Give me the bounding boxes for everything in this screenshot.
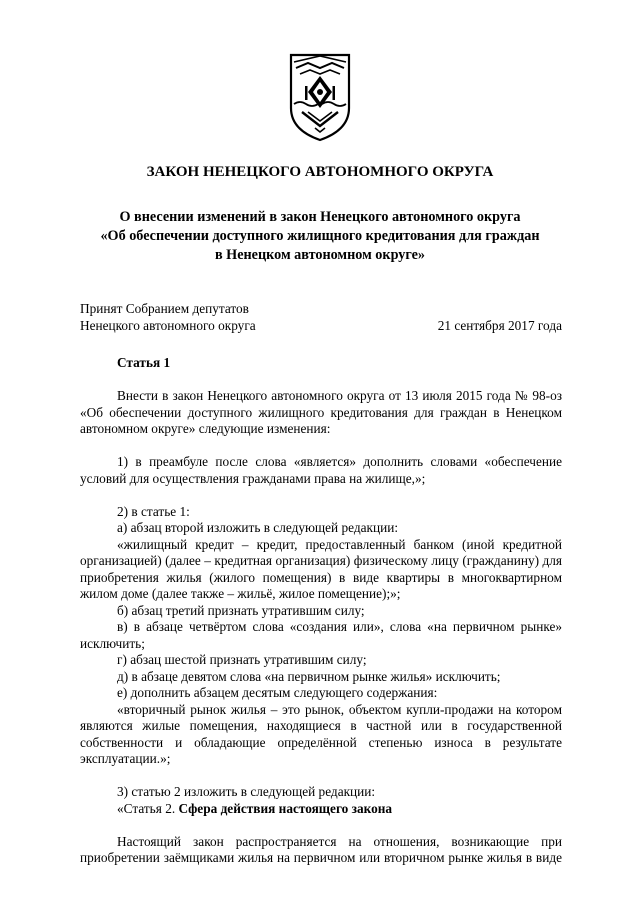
law-subtitle <box>60 208 580 265</box>
subtitle-line: «Об обеспечении доступного жилищного кредитования для граждан <box>100 228 540 244</box>
subtitle-line: в Ненецком автономном округе» <box>214 247 426 263</box>
amendment-item-2b: б) абзац третий признать утратившим силу; <box>117 602 365 618</box>
article-2-text: Настоящий закон распространяется на отношения, возникающие при приобретении заёмщиками жилья на первичном или вторичном рынке жилья в виде <box>80 833 562 865</box>
article-2-prefix: «Статья 2. <box>117 800 176 816</box>
article-1-heading: Статья 1 <box>117 355 171 370</box>
law-title: ЗАКОН НЕНЕЦКОГО АВТОНОМНОГО ОКРУГА <box>146 164 494 180</box>
amendment-item-3: 3) статью 2 изложить в следующей редакции: <box>117 784 376 799</box>
coat-of-arms-emblem <box>288 52 352 142</box>
adopted-by-line1: Принят Собранием депутатов <box>80 301 249 316</box>
amendment-item-2a: а) абзац второй изложить в следующей редакции: <box>117 520 399 535</box>
amendment-item-2f: е) дополнить абзацем десятым следующего содержания: <box>117 685 438 700</box>
adopted-by-line2: Ненецкого автономного округа <box>80 317 256 333</box>
amendment-item-2: 2) в статье 1: <box>117 503 190 519</box>
article-1-body <box>80 355 562 867</box>
amendment-item-2c: в) в абзаце четвёртом слова «создания или», слова «на первичном рынке» исключить; <box>80 619 562 651</box>
amendment-item-2f-quote: «вторичный рынок жилья – это рынок, объектом купли-продажи на котором являются жилые помещения, находящиеся в частной или в государственной собственности и обладающие определённой степенью износа в результате эксплуатации.»; <box>80 701 562 766</box>
amendment-item-2e: д) в абзаце девятом слова «на первичном рынке жилья» исключить; <box>117 668 501 684</box>
amendment-item-2d: г) абзац шестой признать утратившим силу; <box>117 652 367 667</box>
amendment-item-2a-quote: «жилищный кредит – кредит, предоставленный банком (иной кредитной организацией) (далее – кредитная организация) физическому лицу (гражданину) для приобретения жилья (жилого помещения) в виде квартиры в многоквартирном жилом доме (далее также – жильё, жилое помещение);»; <box>80 536 562 601</box>
adoption-block <box>80 301 562 334</box>
subtitle-line: О внесении изменений в закон Ненецкого автономного округа <box>119 209 521 225</box>
amendment-item-1: 1) в преамбуле после слова «является» дополнить словами «обеспечение условий для осуществления гражданами права на жилище,»; <box>80 454 562 486</box>
adoption-date: 21 сентября 2017 года <box>437 317 562 333</box>
article-2-heading: Сфера действия настоящего закона <box>178 800 393 816</box>
article-1-intro: Внести в закон Ненецкого автономного округа от 13 июля 2015 года № 98-оз «Об обеспечении доступного жилищного кредитования для граждан в Ненецком автономном округе» следующие изменения: <box>80 388 562 436</box>
article-2-title <box>80 801 562 818</box>
